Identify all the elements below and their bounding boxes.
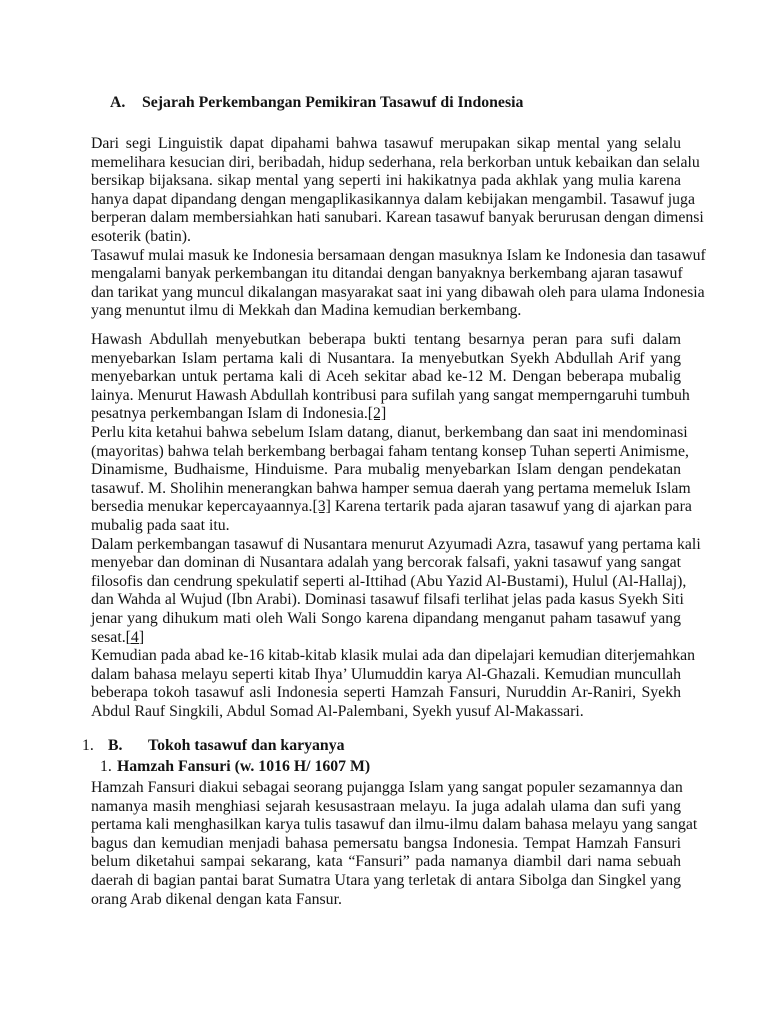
line-text: Dinamisme, Budhaisme, Hinduisme. Para mubalig menyebarkan Islam dengan pendekatan bbox=[91, 461, 681, 479]
text-line bbox=[91, 498, 692, 517]
line-text: sesat. bbox=[91, 628, 126, 646]
line-text: Tasawuf mulai masuk ke Indonesia bersamaan dengan masuknya Islam ke Indonesia dan tasawuf bbox=[91, 246, 706, 264]
text-line bbox=[91, 209, 704, 228]
text-line bbox=[91, 302, 681, 321]
text-line bbox=[91, 331, 681, 350]
line-text: esoterik (batin). bbox=[91, 227, 192, 245]
line-text: daerah di bagian pantai barat Sumatra Utara yang terletak di antara Sibolga dan Singkel yang bbox=[91, 871, 681, 889]
text-line bbox=[91, 816, 698, 835]
text-line bbox=[91, 442, 689, 462]
section-a-heading bbox=[110, 93, 700, 113]
line-text: Karena tertarik pada ajaran tasawuf yang di ajarkan para bbox=[330, 498, 692, 516]
line-text: tasawuf. M. Sholihin menerangkan bahwa hamper semua daerah yang pertama memeluk Islam bbox=[91, 479, 691, 497]
text-line bbox=[91, 153, 700, 173]
footnote-link[interactable]: [4] bbox=[125, 628, 145, 646]
line-text: lainya. Menurut Hawash Abdullah kontribusi para sufilah yang sangat memperngaruhi tumbuh bbox=[91, 386, 690, 404]
line-text: (mayoritas) bahwa telah berkembang berbagai faham tentang konsep Tuhan seperti Animisme, bbox=[91, 442, 689, 460]
line-text: Perlu kita ketahui bahwa sebelum Islam datang, dianut, berkembang dan saat ini mendominasi bbox=[91, 423, 688, 441]
line-text: mubalig pada saat itu. bbox=[91, 516, 230, 534]
text-line bbox=[91, 265, 681, 284]
paragraph bbox=[91, 423, 692, 536]
list-number: 1. bbox=[100, 758, 112, 775]
text-line bbox=[91, 591, 684, 610]
line-text: bersedia menukar kepercayaannya. bbox=[91, 498, 313, 516]
text-line bbox=[91, 779, 681, 798]
text-block-hamzah bbox=[91, 779, 698, 909]
text-line bbox=[91, 386, 690, 406]
text-line bbox=[91, 172, 681, 191]
line-text: mengalami banyak perkembangan itu ditandai dengan banyaknya berkembang ajaran tasawuf bbox=[91, 265, 683, 283]
text-line bbox=[91, 872, 681, 891]
text-line bbox=[91, 190, 695, 210]
text-line bbox=[91, 798, 681, 817]
text-line bbox=[91, 572, 687, 592]
text-line bbox=[91, 283, 705, 303]
text-block-history bbox=[91, 331, 701, 647]
text-line bbox=[91, 405, 681, 424]
line-text: Dalam perkembangan tasawuf di Nusantara menurut Azyumadi Azra, tasawuf yang pertama kali bbox=[91, 535, 701, 553]
subsection-heading bbox=[100, 757, 690, 777]
section-b-heading bbox=[82, 736, 672, 756]
text-block-intro bbox=[91, 135, 706, 321]
section-number: A. bbox=[110, 94, 126, 111]
paragraph bbox=[91, 135, 704, 247]
text-line bbox=[91, 479, 691, 499]
line-text: belum diketahui sampai sekarang, kata “Fansuri” pada namanya diambil dari nama sebuah bbox=[91, 853, 681, 871]
text-line bbox=[91, 647, 696, 666]
line-text: hanya dapat dipandang dengan mengaplikasikannya dalam kebijakan mengambil. Tasawuf juga bbox=[91, 190, 695, 208]
text-line bbox=[91, 535, 701, 555]
paragraph bbox=[91, 647, 696, 721]
text-line bbox=[91, 610, 681, 629]
line-text: dan Wahda al Wujud (Ibn Arabi). Dominasi tasawuf filsafi terlihat jelas pada kasus Syekh Siti bbox=[91, 591, 684, 609]
line-text: namanya masih menghiasi sejarah kesusastraan melayu. Ia juga adalah ulama dan sufi yang bbox=[91, 797, 681, 815]
line-text: Abdul Rauf Singkili, Abdul Somad Al-Palembani, Syekh yusuf Al-Makassari. bbox=[91, 702, 584, 720]
line-text: pertama kali menghasilkan karya tulis tasawuf dan ilmu-ilmu dalam bahasa melayu yang sangat bbox=[91, 816, 698, 834]
text-line bbox=[91, 246, 706, 266]
line-text: filosofis dan cendrung spekulatif seperti al-Ittihad (Abu Yazid Al-Bustami), Hulul (Al-Hallaj), bbox=[91, 572, 687, 590]
text-line bbox=[91, 368, 681, 387]
section-title: Tokoh tasawuf dan karyanya bbox=[148, 737, 345, 754]
line-text: beberapa tokoh tasawuf asli Indonesia seperti Hamzah Fansuri, Nuruddin Ar-Raniri, Syekh bbox=[91, 684, 681, 702]
paragraph bbox=[91, 535, 701, 648]
text-line bbox=[91, 891, 681, 910]
paragraph bbox=[91, 331, 690, 424]
line-text: jenar yang dihukum mati oleh Wali Songo karena dipandang menganut paham tasawuf yang bbox=[91, 609, 681, 627]
line-text: dalam bahasa melayu seperti kitab Ihya’ Ulumuddin karya Al-Ghazali. Kemudian muncullah bbox=[91, 665, 681, 683]
line-text: Hawash Abdullah menyebutkan beberapa bukti tentang besarnya peran para sufi dalam bbox=[91, 331, 681, 348]
line-text: orang Arab dikenal dengan kata Fansur. bbox=[91, 890, 342, 908]
line-text: menyebar dan dominan di Nusantara adalah yang bercorak falsafi, yakni tasawuf yang sangat bbox=[91, 554, 681, 572]
text-line bbox=[91, 629, 681, 648]
line-text: menyebarkan Islam pertama kali di Nusantara. Ia menyebutkan Syekh Abdullah Arif yang bbox=[91, 349, 681, 367]
line-text: berperan dalam membersiahkan hati sanubari. Karean tasawuf banyak berurusan dengan dimensi bbox=[91, 209, 704, 227]
text-line bbox=[91, 461, 681, 480]
text-line bbox=[91, 684, 681, 703]
section-title: Sejarah Perkembangan Pemikiran Tasawuf di Indonesia bbox=[142, 94, 524, 111]
line-text: yang menuntut ilmu di Mekkah dan Madina kemudian berkembang. bbox=[91, 302, 522, 320]
line-text: Kemudian pada abad ke-16 kitab-kitab klasik mulai ada dan dipelajari kemudian diterjemahkan bbox=[91, 647, 696, 664]
section-number: B. bbox=[108, 737, 123, 754]
list-number: 1. bbox=[82, 737, 94, 754]
line-text: Hamzah Fansuri diakui sebagai seorang pujangga Islam yang sangat populer sezamannya dan bbox=[91, 779, 683, 796]
line-text: memelihara kesucian diri, beribadah, hidup sederhana, rela berkorban untuk kebaikan dan selalu bbox=[91, 153, 700, 171]
footnote-link[interactable]: [2] bbox=[367, 405, 387, 423]
line-text: dan tarikat yang muncul dikalangan masyarakat saat ini yang dibawah oleh para ulama Indonesia bbox=[91, 283, 705, 301]
text-line bbox=[91, 228, 681, 247]
subsection-title: Hamzah Fansuri (w. 1016 H/ 1607 M) bbox=[117, 758, 371, 775]
line-text: menyebarkan untuk pertama kali di Aceh sekitar abad ke-12 M. Dengan beberapa mubalig bbox=[91, 368, 681, 386]
paragraph bbox=[91, 779, 698, 909]
footnote-link[interactable]: [3] bbox=[312, 498, 331, 516]
text-line bbox=[91, 135, 681, 154]
text-line bbox=[91, 350, 681, 369]
text-line bbox=[91, 517, 681, 536]
text-line bbox=[91, 423, 688, 443]
text-block-kitab bbox=[91, 647, 696, 721]
text-line bbox=[91, 853, 681, 872]
line-text: bagus dan kemudian menjadi bahasa pemersatu bangsa Indonesia. Tempat Hamzah Fansuri bbox=[91, 834, 681, 852]
text-line bbox=[91, 835, 681, 854]
line-text: pesatnya perkembangan Islam di Indonesia. bbox=[91, 405, 368, 423]
text-line bbox=[91, 703, 681, 722]
text-line bbox=[91, 554, 681, 573]
paragraph bbox=[91, 246, 706, 321]
line-text: bersikap bijaksana. sikap mental yang seperti ini hakikatnya pada akhlak yang mulia karena bbox=[91, 172, 681, 190]
text-line bbox=[91, 666, 681, 685]
line-text: Dari segi Linguistik dapat dipahami bahwa tasawuf merupakan sikap mental yang selalu bbox=[91, 135, 681, 152]
